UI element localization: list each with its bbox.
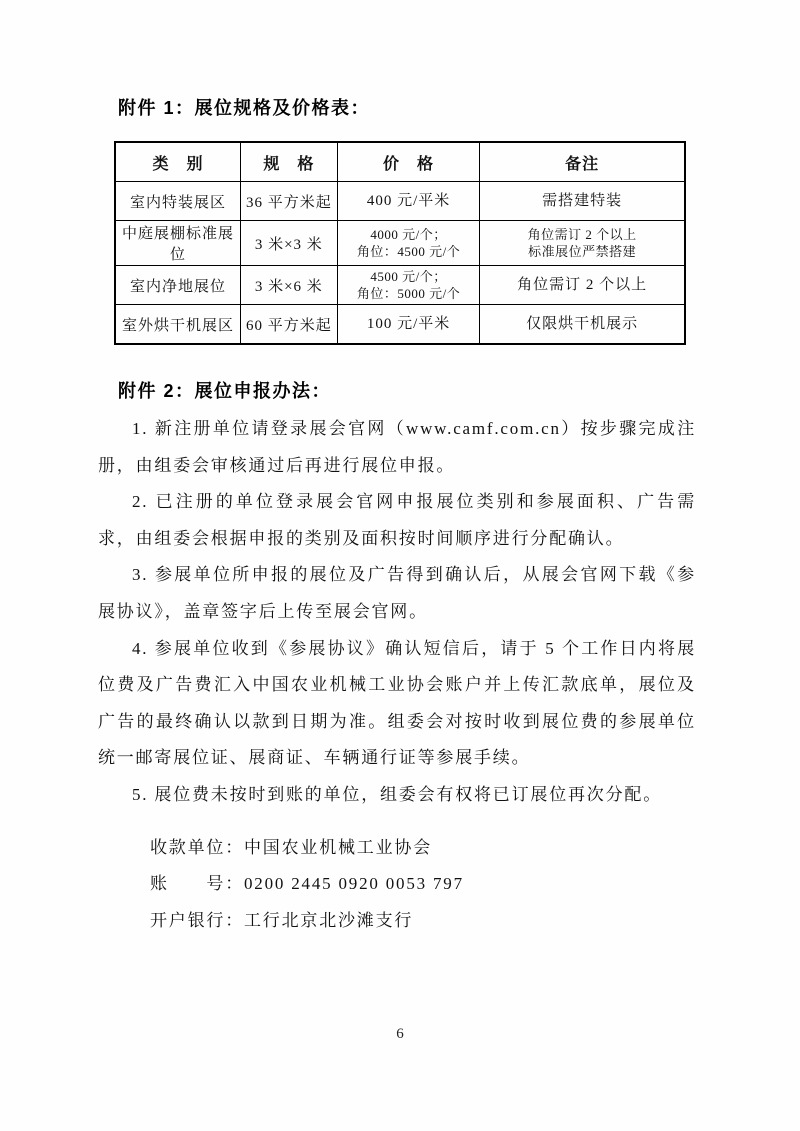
payment-account-number: 账 号：0200 2445 0920 0053 797 (150, 874, 464, 894)
cell-price (337, 266, 480, 305)
price-line: 4000 元/个； (370, 227, 447, 242)
column-header-category: 类 别 (115, 142, 240, 182)
column-header-spec: 规 格 (240, 142, 337, 182)
note-line: 需搭建特装 (542, 192, 623, 209)
price-line: 角位：5000 元/个 (356, 286, 461, 301)
payment-bank: 开户银行：工行北京北沙滩支行 (150, 910, 414, 930)
booth-price-table (114, 141, 686, 345)
cell-price (337, 305, 480, 345)
note-line: 角位需订 2 个以上 (517, 276, 648, 293)
table-row (115, 182, 685, 221)
payment-recipient: 收款单位：中国农业机械工业协会 (150, 837, 432, 857)
cell-category: 室外烘干机展区 (115, 305, 240, 345)
paragraph-5: 5. 展位费未按时到账的单位，组委会有权将已订展位再次分配。 (132, 784, 662, 804)
cell-category: 中庭展棚标准展位 (115, 221, 240, 266)
price-line: 400 元/平米 (366, 192, 451, 209)
paragraph-4: 4. 参展单位收到《参展协议》确认短信后，请于 5 个工作日内将展位费及广告费汇入中国农业机械工业协会账户并上传汇款底单，展位及广告的最终确认以款到日期为准。组委会对按时收到展位费的参展单位统一邮寄展位证、展商证、车辆通行证等参展手续。 (98, 638, 696, 768)
cell-spec: 36 平方米起 (240, 182, 337, 221)
attachment1-heading: 附件 1：展位规格及价格表： (118, 98, 371, 118)
table-header-row (115, 142, 685, 182)
payment-info-block (150, 830, 696, 940)
table-row (115, 266, 685, 305)
note-line: 仅限烘干机展示 (526, 315, 639, 332)
table-row (115, 221, 685, 266)
note-line: 角位需订 2 个以上 (527, 227, 637, 242)
cell-price (337, 221, 480, 266)
column-header-note: 备注 (480, 142, 685, 182)
cell-category: 室内净地展位 (115, 266, 240, 305)
cell-note (480, 182, 685, 221)
price-line: 100 元/平米 (366, 315, 451, 332)
note-line: 标准展位严禁搭建 (528, 244, 637, 259)
paragraph-1: 1. 新注册单位请登录展会官网（www.camf.com.cn）按步骤完成注册，由组委会审核通过后再进行展位申报。 (98, 419, 696, 475)
cell-note (480, 266, 685, 305)
paragraph-2: 2. 已注册的单位登录展会官网申报展位类别和参展面积、广告需求，由组委会根据申报的类别及面积按时间顺序进行分配确认。 (98, 492, 696, 548)
table-row (115, 305, 685, 345)
paragraph-3: 3. 参展单位所申报的展位及广告得到确认后，从展会官网下载《参展协议》，盖章签字后上传至展会官网。 (98, 565, 696, 621)
cell-spec: 60 平方米起 (240, 305, 337, 345)
cell-note (480, 221, 685, 266)
cell-price (337, 182, 480, 221)
cell-spec: 3 米×6 米 (240, 266, 337, 305)
attachment2-heading: 附件 2：展位申报办法： (118, 381, 332, 401)
page-number: 6 (396, 1026, 404, 1042)
procedure-paragraphs (98, 411, 696, 814)
column-header-price: 价 格 (337, 142, 480, 182)
price-line: 4500 元/个； (370, 269, 447, 284)
cell-category: 室内特装展区 (115, 182, 240, 221)
document-content (98, 96, 696, 939)
price-line: 角位：4500 元/个 (356, 244, 461, 259)
cell-spec: 3 米×3 米 (240, 221, 337, 266)
cell-note (480, 305, 685, 345)
